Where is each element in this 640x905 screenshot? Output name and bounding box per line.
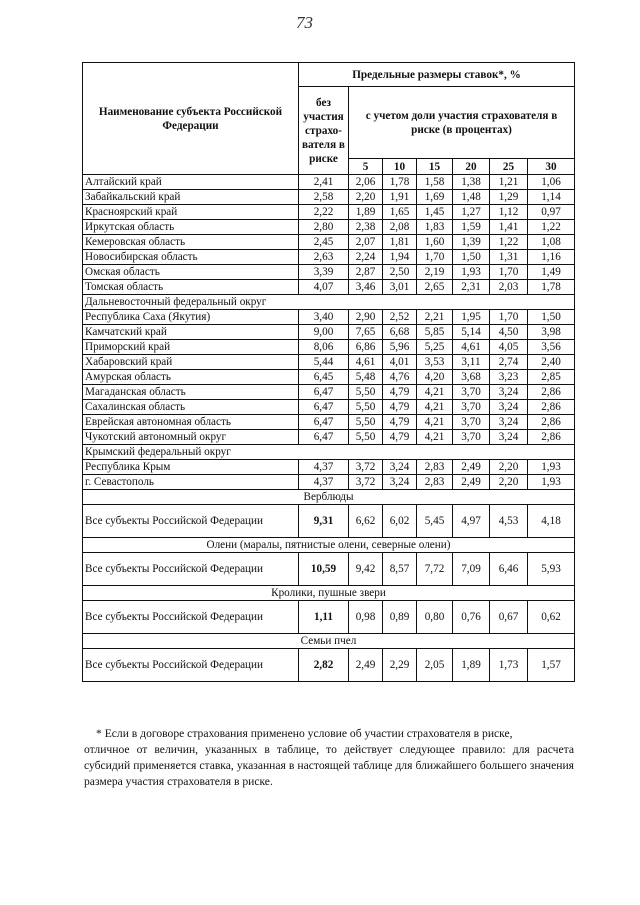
header-share: 30 — [528, 159, 575, 175]
rate-cell: 1,94 — [383, 250, 417, 265]
rate-cell: 6,62 — [349, 505, 383, 538]
rate-cell: 6,47 — [299, 400, 349, 415]
rate-cell: 3,24 — [490, 385, 528, 400]
rate-cell: 10,59 — [299, 553, 349, 586]
rate-cell: 1,73 — [490, 649, 528, 682]
rate-cell: 2,22 — [299, 205, 349, 220]
rate-cell: 2,24 — [349, 250, 383, 265]
rate-cell: 3,24 — [490, 400, 528, 415]
rate-cell: 2,82 — [299, 649, 349, 682]
table-row — [83, 355, 575, 370]
rate-cell: 1,48 — [453, 190, 490, 205]
rate-cell: 1,70 — [417, 250, 453, 265]
rate-cell: 1,29 — [490, 190, 528, 205]
rate-cell: 6,47 — [299, 415, 349, 430]
rate-cell: 2,85 — [528, 370, 575, 385]
rate-cell: 2,20 — [490, 460, 528, 475]
rate-cell: 3,40 — [299, 310, 349, 325]
rate-cell: 2,65 — [417, 280, 453, 295]
rate-cell: 1,21 — [490, 175, 528, 190]
rate-cell: 6,46 — [490, 553, 528, 586]
rate-cell: 0,67 — [490, 601, 528, 634]
rate-cell: 2,49 — [453, 475, 490, 490]
rate-cell: 2,20 — [490, 475, 528, 490]
category-row — [83, 586, 575, 601]
region-name-cell: Новосибирская область — [83, 250, 299, 265]
header-share: 25 — [490, 159, 528, 175]
category-title: Семьи пчел — [83, 634, 575, 649]
rate-cell: 2,58 — [299, 190, 349, 205]
rate-cell: 4,18 — [528, 505, 575, 538]
rate-cell: 2,83 — [417, 460, 453, 475]
rate-cell: 2,06 — [349, 175, 383, 190]
region-name-cell: Амурская область — [83, 370, 299, 385]
rate-cell: 1,38 — [453, 175, 490, 190]
footnote-first-line: * Если в договоре страхования применено условие об участии страхователя в риске, — [96, 727, 513, 740]
rate-cell: 1,31 — [490, 250, 528, 265]
header-share: 15 — [417, 159, 453, 175]
region-name-cell: Алтайский край — [83, 175, 299, 190]
rate-cell: 2,29 — [383, 649, 417, 682]
rate-cell: 6,47 — [299, 385, 349, 400]
rate-cell: 3,24 — [383, 475, 417, 490]
rate-cell: 1,49 — [528, 265, 575, 280]
table-row — [83, 220, 575, 235]
rate-cell: 6,47 — [299, 430, 349, 445]
rate-cell: 4,79 — [383, 400, 417, 415]
table-row — [83, 190, 575, 205]
rate-cell: 7,09 — [453, 553, 490, 586]
rate-cell: 1,93 — [528, 460, 575, 475]
region-name-cell: Камчатский край — [83, 325, 299, 340]
table-row — [83, 340, 575, 355]
rate-cell: 2,20 — [349, 190, 383, 205]
region-name-cell: Красноярский край — [83, 205, 299, 220]
region-name-cell: Забайкальский край — [83, 190, 299, 205]
rate-cell: 1,58 — [417, 175, 453, 190]
rate-cell: 6,02 — [383, 505, 417, 538]
rate-cell: 6,68 — [383, 325, 417, 340]
rate-cell: 2,19 — [417, 265, 453, 280]
rate-cell: 2,21 — [417, 310, 453, 325]
rate-cell: 3,11 — [453, 355, 490, 370]
rate-cell: 9,42 — [349, 553, 383, 586]
rate-cell: 0,76 — [453, 601, 490, 634]
region-name-cell: Еврейская автономная область — [83, 415, 299, 430]
rate-cell: 4,79 — [383, 415, 417, 430]
rate-cell: 3,72 — [349, 460, 383, 475]
rate-cell: 0,97 — [528, 205, 575, 220]
rate-cell: 2,05 — [417, 649, 453, 682]
rate-cell: 5,45 — [417, 505, 453, 538]
rate-cell: 3,70 — [453, 430, 490, 445]
rate-cell: 5,50 — [349, 400, 383, 415]
rate-cell: 0,89 — [383, 601, 417, 634]
rate-cell: 3,24 — [383, 460, 417, 475]
header-share: 5 — [349, 159, 383, 175]
category-row — [83, 634, 575, 649]
table-row — [83, 325, 575, 340]
section-row — [83, 295, 575, 310]
table-row — [83, 505, 575, 538]
table-row — [83, 553, 575, 586]
rate-cell: 4,61 — [349, 355, 383, 370]
rate-cell: 5,93 — [528, 553, 575, 586]
region-name-cell: Все субъекты Российской Федерации — [83, 601, 299, 634]
rate-cell: 8,06 — [299, 340, 349, 355]
rate-cell: 1,89 — [453, 649, 490, 682]
rate-cell: 2,41 — [299, 175, 349, 190]
table-row — [83, 400, 575, 415]
table-row — [83, 601, 575, 634]
rate-cell: 9,31 — [299, 505, 349, 538]
table-header — [83, 63, 575, 175]
rate-cell: 2,86 — [528, 415, 575, 430]
rate-cell: 1,11 — [299, 601, 349, 634]
rate-cell: 3,39 — [299, 265, 349, 280]
table-row — [83, 205, 575, 220]
rate-cell: 1,39 — [453, 235, 490, 250]
footnote-text: отличное от величин, указанных в таблице, то действует следующее правило: для расчета субсидий применяется ставка, указанная в настоящей таблице для ближайшего большего значения размера участия страхователя в риске. — [84, 743, 574, 788]
rate-cell: 8,57 — [383, 553, 417, 586]
rate-cell: 5,25 — [417, 340, 453, 355]
rate-cell: 2,49 — [453, 460, 490, 475]
table-row — [83, 475, 575, 490]
rate-cell: 1,60 — [417, 235, 453, 250]
header-rate-limits: Предельные размеры ставок*, % — [299, 63, 575, 87]
rate-cell: 1,93 — [453, 265, 490, 280]
rate-cell: 1,83 — [417, 220, 453, 235]
rate-cell: 3,68 — [453, 370, 490, 385]
rate-cell: 2,40 — [528, 355, 575, 370]
header-name-column: Наименование субъекта Российской Федерации — [83, 63, 299, 175]
table-row — [83, 385, 575, 400]
rate-cell: 7,72 — [417, 553, 453, 586]
region-name-cell: Все субъекты Российской Федерации — [83, 649, 299, 682]
rate-cell: 5,44 — [299, 355, 349, 370]
rate-cell: 2,87 — [349, 265, 383, 280]
rate-cell: 3,98 — [528, 325, 575, 340]
rate-cell: 1,95 — [453, 310, 490, 325]
header-share: 20 — [453, 159, 490, 175]
region-name-cell: Чукотский автономный округ — [83, 430, 299, 445]
rate-cell: 1,81 — [383, 235, 417, 250]
rate-cell: 3,70 — [453, 415, 490, 430]
rate-cell: 3,23 — [490, 370, 528, 385]
rate-cell: 3,46 — [349, 280, 383, 295]
region-name-cell: Магаданская область — [83, 385, 299, 400]
category-title: Олени (маралы, пятнистые олени, северные олени) — [83, 538, 575, 553]
rate-cell: 4,20 — [417, 370, 453, 385]
page-number: 73 — [296, 13, 313, 32]
table-row — [83, 310, 575, 325]
rate-cell: 3,53 — [417, 355, 453, 370]
rate-cell: 4,37 — [299, 460, 349, 475]
rate-cell: 5,50 — [349, 430, 383, 445]
region-name-cell: г. Севастополь — [83, 475, 299, 490]
rate-cell: 1,93 — [528, 475, 575, 490]
rate-cell: 1,69 — [417, 190, 453, 205]
rate-cell: 4,21 — [417, 415, 453, 430]
rate-cell: 1,50 — [453, 250, 490, 265]
header-share: 10 — [383, 159, 417, 175]
rate-cell: 3,56 — [528, 340, 575, 355]
rate-cell: 4,21 — [417, 400, 453, 415]
rate-cell: 1,41 — [490, 220, 528, 235]
table-row — [83, 265, 575, 280]
section-row — [83, 445, 575, 460]
rate-cell: 2,80 — [299, 220, 349, 235]
rate-cell: 1,57 — [528, 649, 575, 682]
rate-cell: 2,83 — [417, 475, 453, 490]
table-row — [83, 430, 575, 445]
rate-cell: 4,21 — [417, 430, 453, 445]
region-name-cell: Хабаровский край — [83, 355, 299, 370]
rate-cell: 2,86 — [528, 400, 575, 415]
region-name-cell: Иркутская область — [83, 220, 299, 235]
rate-cell: 1,12 — [490, 205, 528, 220]
rate-cell: 4,97 — [453, 505, 490, 538]
rate-cell: 1,16 — [528, 250, 575, 265]
rate-cell: 1,45 — [417, 205, 453, 220]
rate-cell: 4,50 — [490, 325, 528, 340]
rate-cell: 3,70 — [453, 385, 490, 400]
rate-cell: 1,59 — [453, 220, 490, 235]
table-row — [83, 649, 575, 682]
rate-cell: 4,01 — [383, 355, 417, 370]
rate-cell: 3,72 — [349, 475, 383, 490]
category-title: Кролики, пушные звери — [83, 586, 575, 601]
rate-cell: 1,70 — [490, 265, 528, 280]
rate-cell: 1,78 — [528, 280, 575, 295]
region-name-cell: Томская область — [83, 280, 299, 295]
rate-cell: 2,86 — [528, 385, 575, 400]
rate-cell: 4,37 — [299, 475, 349, 490]
rate-cell: 4,61 — [453, 340, 490, 355]
rate-cell: 2,49 — [349, 649, 383, 682]
rate-cell: 2,38 — [349, 220, 383, 235]
rate-cell: 1,06 — [528, 175, 575, 190]
table-row — [83, 370, 575, 385]
rate-cell: 4,79 — [383, 430, 417, 445]
section-far-east: Дальневосточный федеральный округ — [83, 295, 575, 310]
region-name-cell: Сахалинская область — [83, 400, 299, 415]
rate-cell: 6,86 — [349, 340, 383, 355]
rate-cell: 5,14 — [453, 325, 490, 340]
region-name-cell: Республика Крым — [83, 460, 299, 475]
header-with-participation: с учетом доли участия страхователя в риске (в процентах) — [349, 87, 575, 159]
rate-cell: 2,52 — [383, 310, 417, 325]
insurance-rates-table — [82, 62, 575, 682]
rate-cell: 3,01 — [383, 280, 417, 295]
rate-cell: 7,65 — [349, 325, 383, 340]
section-crimea: Крымский федеральный округ — [83, 445, 575, 460]
rate-cell: 0,62 — [528, 601, 575, 634]
rate-cell: 1,91 — [383, 190, 417, 205]
footnote — [84, 726, 574, 790]
rate-cell: 1,78 — [383, 175, 417, 190]
rate-cell: 4,07 — [299, 280, 349, 295]
rate-cell: 5,50 — [349, 385, 383, 400]
rate-cell: 9,00 — [299, 325, 349, 340]
rate-cell: 1,89 — [349, 205, 383, 220]
table-row — [83, 235, 575, 250]
region-name-cell: Все субъекты Российской Федерации — [83, 505, 299, 538]
rate-cell: 1,27 — [453, 205, 490, 220]
table-row — [83, 175, 575, 190]
rate-cell: 6,45 — [299, 370, 349, 385]
region-name-cell: Кемеровская область — [83, 235, 299, 250]
rate-cell: 1,14 — [528, 190, 575, 205]
rate-cell: 4,21 — [417, 385, 453, 400]
rate-cell: 1,22 — [490, 235, 528, 250]
rate-cell: 5,50 — [349, 415, 383, 430]
rate-cell: 2,45 — [299, 235, 349, 250]
region-name-cell: Омская область — [83, 265, 299, 280]
table-row — [83, 250, 575, 265]
table-row — [83, 460, 575, 475]
rate-cell: 1,08 — [528, 235, 575, 250]
rate-cell: 3,24 — [490, 415, 528, 430]
rate-cell: 2,31 — [453, 280, 490, 295]
rate-cell: 2,74 — [490, 355, 528, 370]
rate-cell: 3,70 — [453, 400, 490, 415]
region-name-cell: Республика Саха (Якутия) — [83, 310, 299, 325]
rate-cell: 4,79 — [383, 385, 417, 400]
rate-cell: 1,22 — [528, 220, 575, 235]
rate-cell: 3,24 — [490, 430, 528, 445]
rate-cell: 2,07 — [349, 235, 383, 250]
rate-cell: 5,85 — [417, 325, 453, 340]
header-without-participation: без участия страхо-вателя в риске — [299, 87, 349, 175]
rate-cell: 2,86 — [528, 430, 575, 445]
rate-cell: 4,76 — [383, 370, 417, 385]
category-title: Верблюды — [83, 490, 575, 505]
rate-cell: 0,98 — [349, 601, 383, 634]
rate-cell: 0,80 — [417, 601, 453, 634]
region-name-cell: Все субъекты Российской Федерации — [83, 553, 299, 586]
category-row — [83, 538, 575, 553]
category-row — [83, 490, 575, 505]
rate-cell: 1,70 — [490, 310, 528, 325]
rate-cell: 5,48 — [349, 370, 383, 385]
table-body — [83, 175, 575, 682]
rate-cell: 2,03 — [490, 280, 528, 295]
rate-cell: 5,96 — [383, 340, 417, 355]
rate-cell: 2,50 — [383, 265, 417, 280]
rate-cell: 1,65 — [383, 205, 417, 220]
rate-cell: 2,90 — [349, 310, 383, 325]
rate-cell: 2,08 — [383, 220, 417, 235]
rate-cell: 4,05 — [490, 340, 528, 355]
table-row — [83, 280, 575, 295]
rate-cell: 4,53 — [490, 505, 528, 538]
rate-cell: 2,63 — [299, 250, 349, 265]
region-name-cell: Приморский край — [83, 340, 299, 355]
rate-cell: 1,50 — [528, 310, 575, 325]
table-row — [83, 415, 575, 430]
